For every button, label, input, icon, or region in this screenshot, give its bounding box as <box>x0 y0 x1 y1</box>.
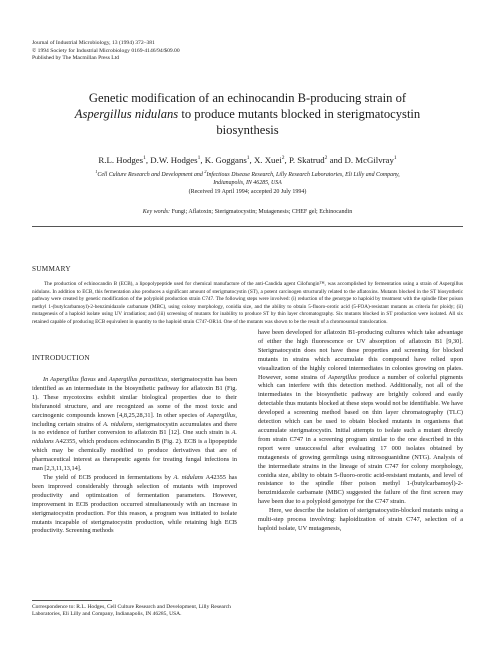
author-affiliation-mark: 2 <box>324 155 328 162</box>
author-affiliation-mark: 1 <box>246 155 250 162</box>
keywords <box>20 209 475 215</box>
publisher-line: Published by The Macmillan Press Ltd <box>32 55 120 62</box>
author: R.L. Hodges <box>98 155 144 165</box>
copyright-line: © 1994 Society for Industrial Microbiology 0169-4146/94/$09.00 <box>32 47 180 54</box>
intro-paragraph-4: Here, we describe the isolation of sterigmatocystin-blocked mutants using a multi-step process involving: haploidization of strain C747, selection of a haploid isolate, UV mutagenesis, <box>258 507 463 532</box>
summary-text: The production of echinocandin B (ECB), a lipopolypeptide used for chemical manufacture of the anti-Candida agent Cilofungin™, was accomplished by fermentation using a strain of Aspergillus nidulans. In addition to ECB, this fermentation also produces a significant amount of sterigmatocystin (ST), a potent carcinogen structurally related to the aflatoxins. Mutants blocked in the ST biosynthetic pathway were created by genetic modification of the polyploid production strain C747. The following steps were involved: (i) reduction of the genotype to haploid by treatment with the spindle fiber poison methyl 1-(butylcarbamoyl)-2-benzimidazole carbamate (MBC), using colony morphology, conidia size, and the ability to obtain 5-fluoro-orotic acid (5-FOA)-resistant mutants as criteria for ploidy; (ii) mutagenesis of a haploid isolate using UV irradiation; and (iii) screening of mutants for inability to produce ST by thin layer chromatography. Six mutants blocked in ST production were isolated. All six retained capable of producing ECB equivalent in quantity to the haploid strain C747-OR14. One of the mutants was shown to be the result of a chromosomal translocation. <box>32 281 463 325</box>
affiliation-line-1: $^1$Cell Culture Research and Development and $^2$Infectious Disease Research, Lilly Research Laboratories, Eli Lilly and Company, <box>95 169 400 178</box>
keywords-label: Key words: <box>142 209 171 215</box>
author-affiliation-mark: 1 <box>393 155 397 162</box>
introduction-heading: INTRODUCTION <box>32 354 90 362</box>
summary-body <box>32 281 463 326</box>
title-line-3: biosynthesis <box>216 123 279 137</box>
correspondence-note: Correspondence to: R.L. Hodges, Cell Culture Research and Development, Lilly Research Laboratories, Eli Lilly and Company, Indianapolis, IN 46285, USA. <box>32 604 231 618</box>
affiliation-line-2: Indianapolis, IN 46285, USA <box>213 179 282 186</box>
author: P. Skatrud <box>288 155 325 165</box>
intro-paragraph-1: In Aspergillus flavus and Aspergillus parasiticus, sterigmatocystin has been identified as an intermediate in the biosynthetic pathway for aflatoxin B1 (Fig. 1). These mycotoxins exhibit similar biological properties due to their bisfuranoid structure, and are recognized as some of the most toxic and carcinogenic compounds known [4,8,25,28,31]. In other species of Aspergillus, including certain strains of A. nidulans, sterigmatocystin accumulates and there is no evidence of further conversion to aflatoxin B1 [12]. One such strain is A. nidulans A42355, which produces echinocandin B (Fig. 2). ECB is a lipopeptide which may be chemically modified to produce derivatives that are of pharmaceutical interest as therapeutic agents for treating fungal infections in man [2,3,11,13,14]. <box>32 376 237 473</box>
title-line-1: Genetic modification of an echinocandin B-producing strain of <box>88 91 407 105</box>
author: X. Xuei <box>253 155 282 165</box>
title-line-2-rest: to produce mutants blocked in sterigmatocystin <box>178 107 421 121</box>
author: K. Goggans <box>204 155 247 165</box>
author-list: R.L. Hodges$^1$, D.W. Hodges$^1$, K. Goggans$^1$, X. Xuei$^2$, P. Skatrud$^2$ and D. McGilvray$^1$ <box>98 155 397 165</box>
keywords-text: Fungi; Aflatoxin; Sterigmatocystin; Mutagenesis; CHEF gel; Echinocandin <box>170 209 353 215</box>
author: D.W. Hodges <box>150 155 198 165</box>
summary-heading: SUMMARY <box>32 265 71 273</box>
intro-paragraph-3: have been developed for aflatoxin B1-producing cultures which take advantage of either the high fluorescence or UV absorption of aflatoxin B1 [9,30]. Sterigmatocystin does not have these properties and screening for blocked mutants in strains which accumulate this compound have relied upon visualization of the highly colored intermediates in colonies growing on plates. However, some strains of Aspergillus produce a number of colorful pigments which can interfere with this detection method. Additionally, not all of the intermediates in the biosynthetic pathway are brightly colored and easily detectable thus mutants blocked at these steps would not be identifiable. We have developed a screening method based on thin layer chromatography (TLC) detection which can be used to obtain blocked mutants in organisms that accumulate sterigmatocystin. Initial attempts to isolate such a mutant directly from strain C747 in a screening program similar to the one described in this report were unsuccessful after evaluating 17 000 isolates obtained by mutagenesis of growing germlings using nitrosoguanidine (NTG). Analysis of the intermediate strains in the lineage of strain C747 for colony morphology, conidia size, ability to obtain 5-fluoro-orotic acid-resistant mutants, and level of resistance to the spindle fiber poison methyl 1-(butylcarbamoyl)-2-benzimidazole carbamate (MBC) suggested the failure of the first screen may have been due to a polyploid genotype for the C747 strain. <box>258 329 463 506</box>
journal-meta <box>32 40 180 63</box>
journal-citation: Journal of Industrial Microbiology, 13 (1994) 372–381 <box>32 40 155 46</box>
article-title <box>40 90 455 138</box>
intro-paragraph-2: The yield of ECB produced in fermentations by A. nidulans A42355 has been improved considerably through selection of mutants with improved productivity and optimization of fermentation parameters. However, improvement in ECB production occurred simultaneously with an increase in sterigmatocystin production. For this reason, a program was initiated to isolate mutants incapable of sterigmatocystin production, while retaining high ECB productivity. Screening methods <box>32 473 238 535</box>
received-dates: (Received 19 April 1994; accepted 20 July 1994) <box>188 189 307 195</box>
divider <box>32 226 463 227</box>
author-affiliation-mark: 2 <box>281 155 285 162</box>
author-affiliation-mark: 1 <box>197 155 201 162</box>
title-line-2 <box>40 106 455 122</box>
footnote-divider <box>32 600 112 601</box>
affiliation <box>20 168 475 187</box>
left-column <box>32 376 237 536</box>
author: D. McGilvray <box>344 155 394 165</box>
title-species: Aspergillus nidulans <box>74 107 179 121</box>
right-column <box>258 329 463 534</box>
author-affiliation-mark: 1 <box>143 155 146 162</box>
